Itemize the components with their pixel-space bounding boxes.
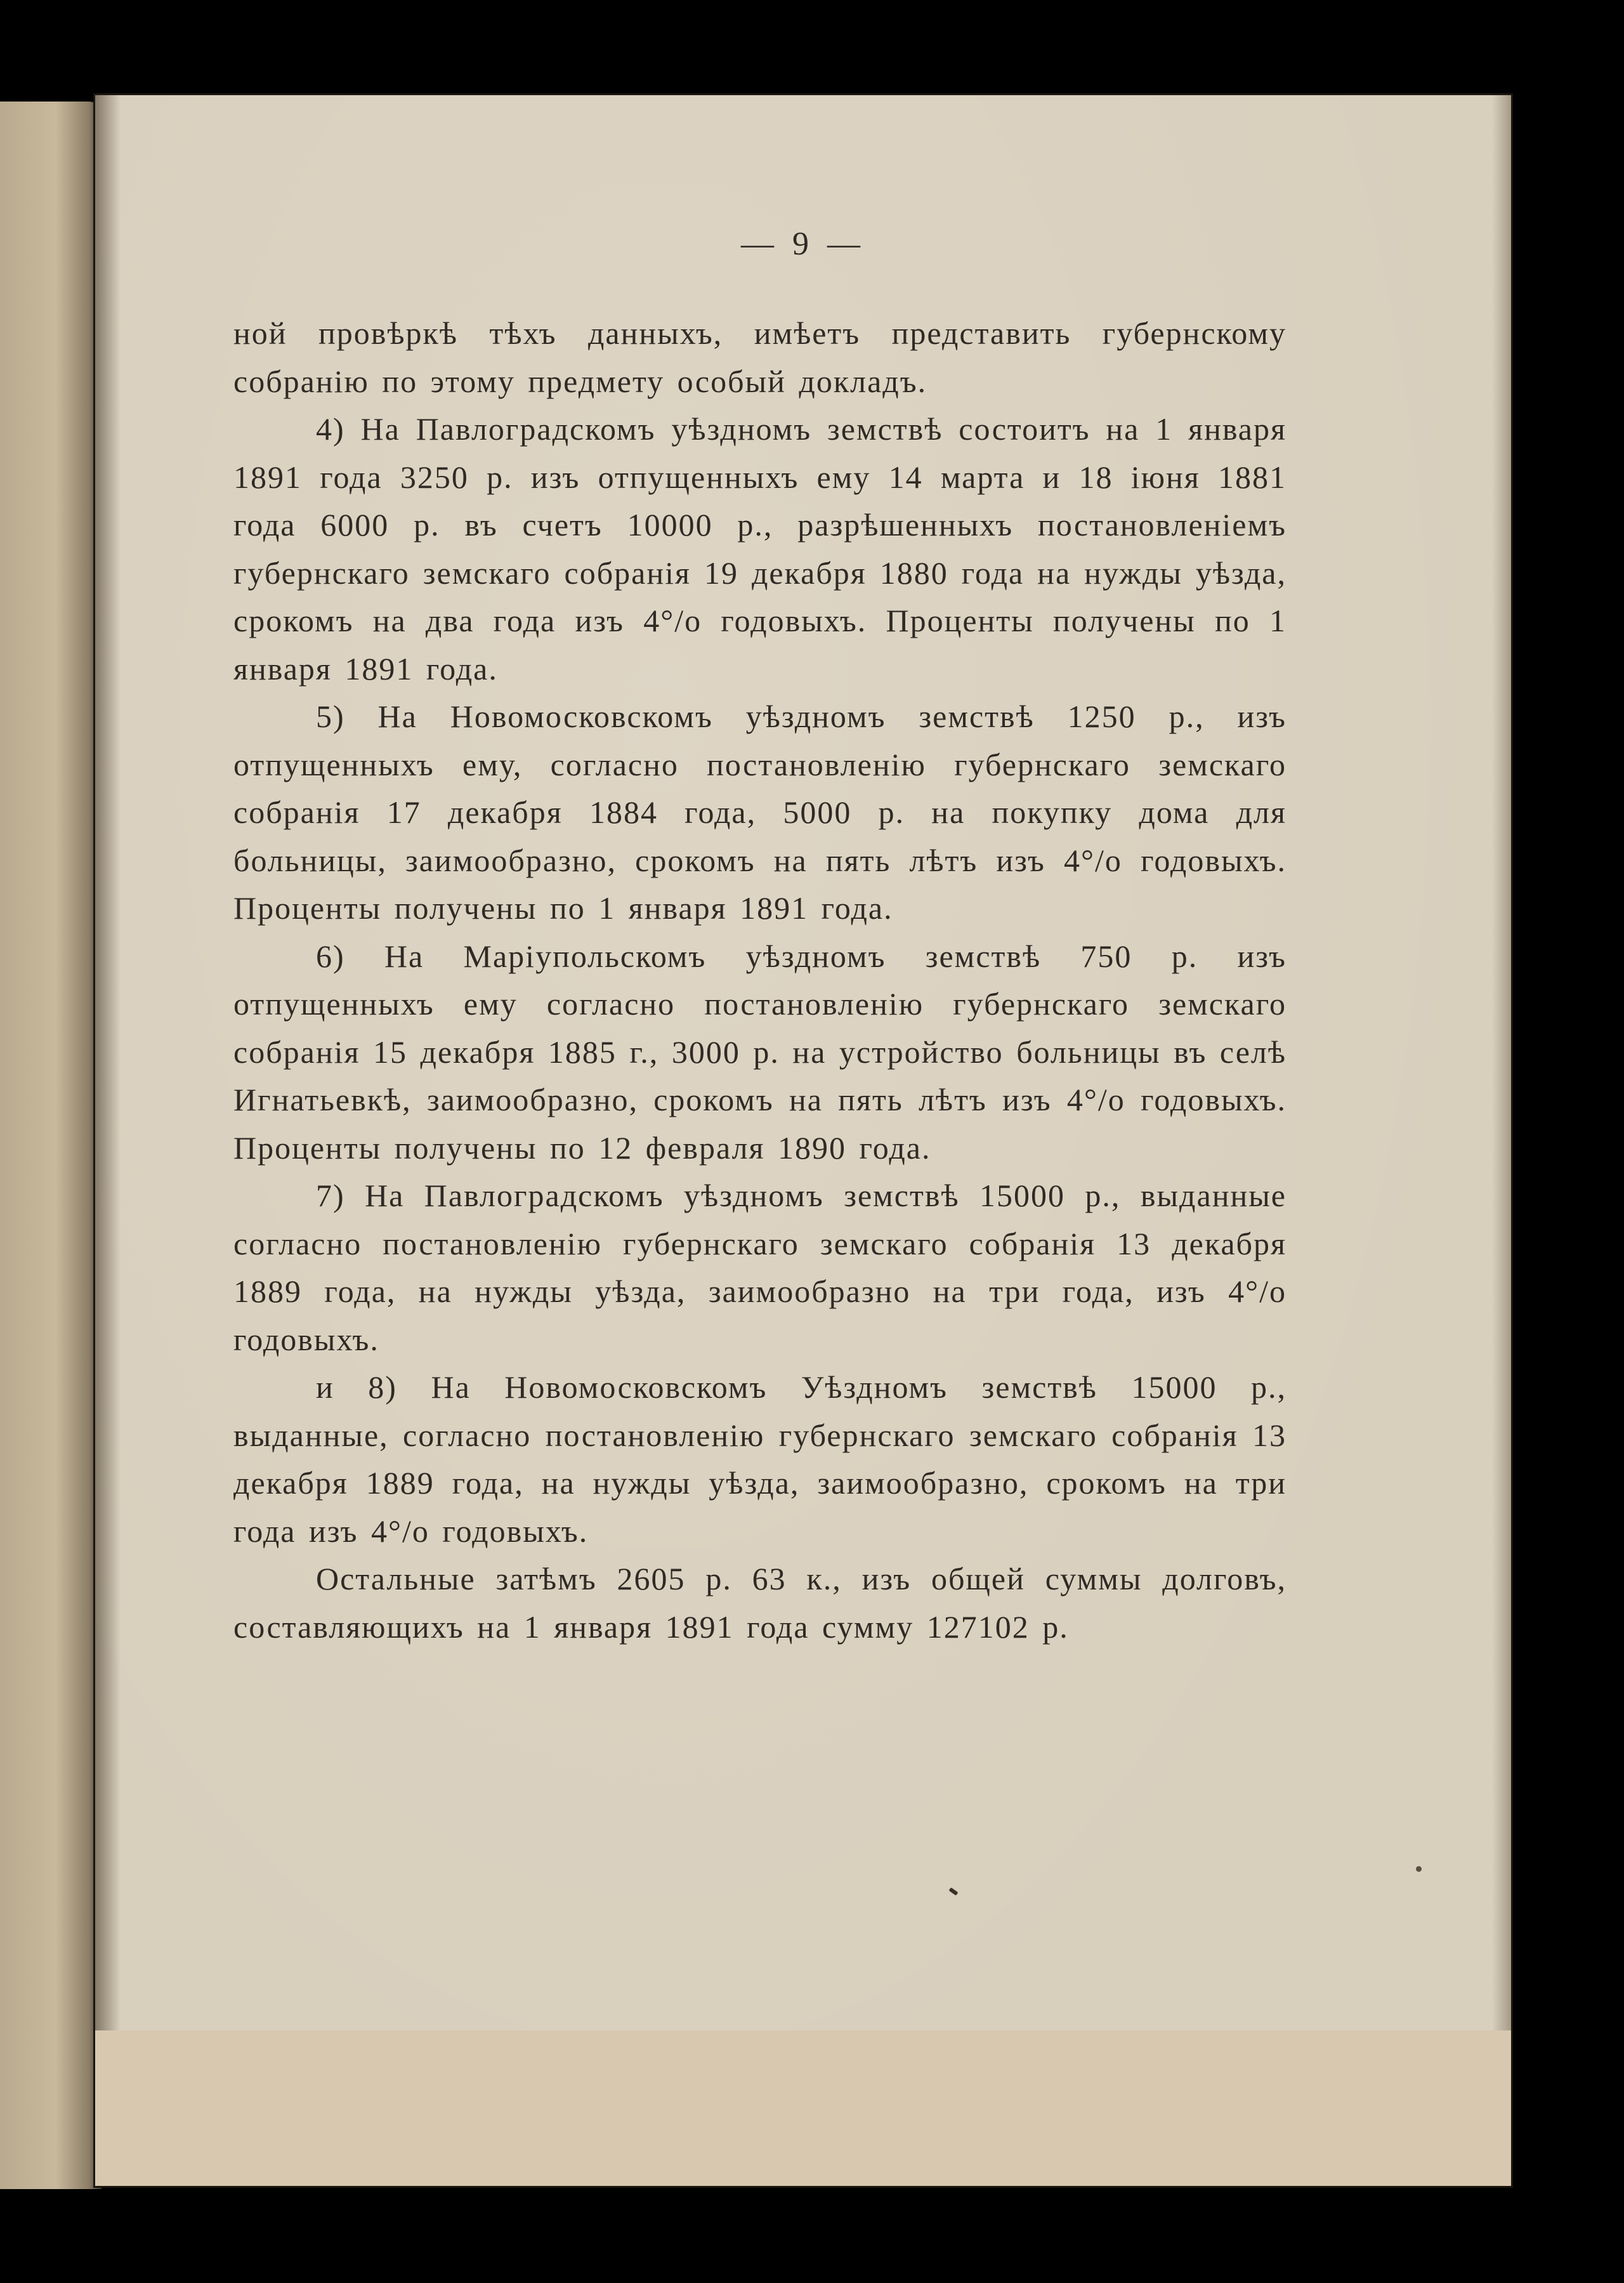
paragraph-continuation: ной провѣркѣ тѣхъ данныхъ, имѣетъ представить губернскому собранію по этому предмету особый докладъ. (233, 315, 1287, 399)
scan-speck (1416, 1866, 1422, 1872)
paragraph-item-6: 6) На Маріупольскомъ уѣздномъ земствѣ 750 р. изъ отпущенныхъ ему согласно постановленію губернскаго земскаго собранія 15 декабря 1885 г., 3000 р. на устройство больницы въ селѣ Игнатьевкѣ, заимообразно, срокомъ на пять лѣтъ изъ 4°/o годовыхъ. Проценты получены по 12 февраля 1890 года. (233, 938, 1287, 1166)
previous-page-edge (0, 102, 102, 2189)
book-page (95, 95, 1511, 2186)
paragraph-remainder: Остальные затѣмъ 2605 р. 63 к., изъ общей суммы долговъ, составляющихъ на 1 января 1891 года сумму 127102 р. (233, 1561, 1287, 1645)
paragraph-item-7: 7) На Павлоградскомъ уѣздномъ земствѣ 15000 р., выданные согласно постановленію губернскаго земскаго собранія 13 декабря 1889 года, на нужды уѣзда, заимообразно на три года, изъ 4°/o годовыхъ. (233, 1178, 1287, 1357)
page-number: — 9 — (741, 226, 865, 262)
ink-mark (949, 1888, 959, 1896)
page-body-text (233, 310, 1287, 1651)
paragraph-item-5: 5) На Новомосковскомъ уѣздномъ земствѣ 1250 р., изъ отпущенныхъ ему, согласно постановленію губернскаго земскаго собранія 17 декабря 1884 года, 5000 р. на покупку дома для больницы, заимообразно, срокомъ на пять лѣтъ изъ 4°/o годовыхъ. Проценты получены по 1 января 1891 года. (233, 699, 1287, 926)
page-discoloration-band (95, 2030, 1511, 2186)
paragraph-item-4: 4) На Павлоградскомъ уѣздномъ земствѣ состоитъ на 1 января 1891 года 3250 р. изъ отпущенныхъ ему 14 марта и 18 іюня 1881 года 6000 р. въ счетъ 10000 р., разрѣшенныхъ постановленіемъ губернскаго земскаго собранія 19 декабря 1880 года на нужды уѣзда, срокомъ на два года изъ 4°/o годовыхъ. Проценты получены по 1 января 1891 года. (233, 411, 1287, 687)
paragraph-item-8: и 8) На Новомосковскомъ Уѣздномъ земствѣ 15000 р., выданные, согласно постановленію губернскаго земскаго собранія 13 декабря 1889 года, на нужды уѣзда, заимообразно, срокомъ на три года изъ 4°/o годовыхъ. (233, 1369, 1287, 1549)
